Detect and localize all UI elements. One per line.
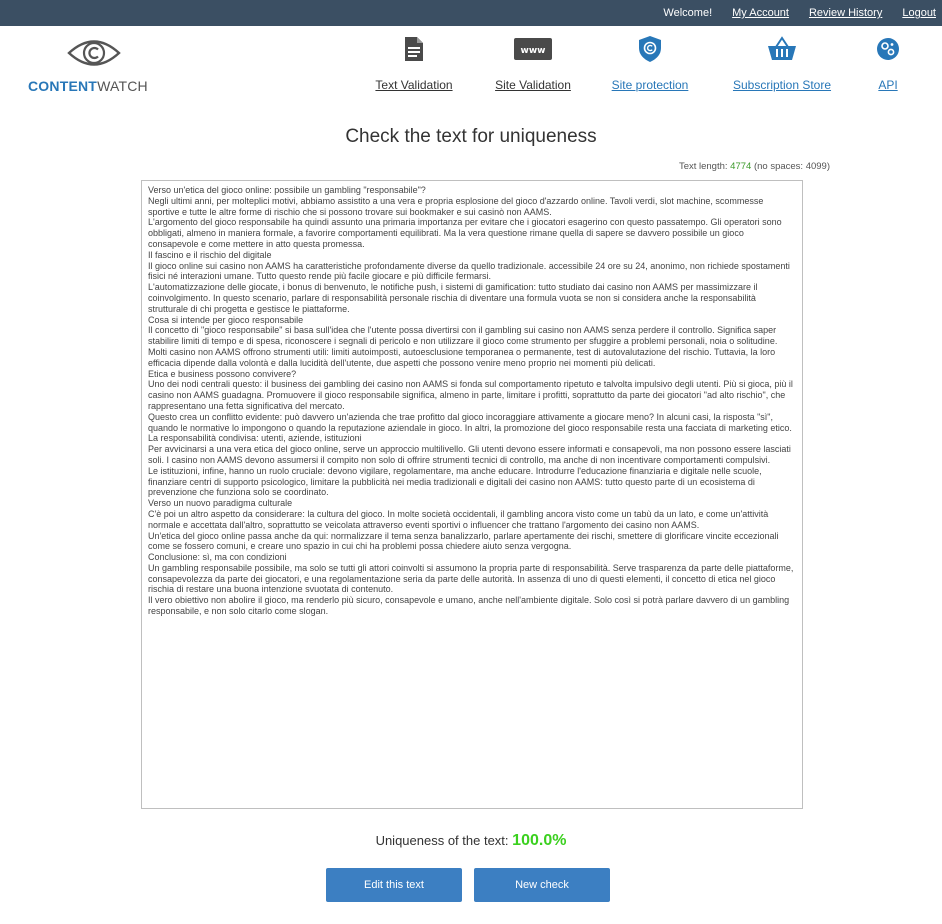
text-line: Un'etica del gioco online passa anche da qui: normalizzare il tema senza banalizzarlo, parlare apertamente dei rischi, smettere di glorificare vincite eccezionali come se fossero comuni, e creare uno spazio in cui chi ha problemi possa chiedere aiuto senza vergogna. [148, 530, 779, 552]
text-length-label: Text length: [678, 161, 728, 172]
text-line: Il fascino e il rischio del digitale [148, 249, 272, 260]
nav-site-validation-label: Site Validation [495, 78, 571, 92]
edit-text-button[interactable]: Edit this text [326, 868, 462, 902]
text-line: C'è poi un altro aspetto da considerare: la cultura del gioco. In molte società occidentali, il gambling ancora visto come un tabù da un lato, e come un'attività normale e accettata dall'altro, soprattutto se veicolata attraverso eventi sportivi o influencer che trattano l'argomento dei casino non AAMS. [148, 508, 769, 530]
nav-api-label: API [878, 78, 898, 92]
uniqueness-value: 100.0% [512, 832, 567, 849]
top-bar-links [663, 0, 936, 26]
my-account-link[interactable]: My Account [732, 7, 789, 19]
basket-icon [767, 36, 797, 62]
nav-subscription-store-label: Subscription Store [732, 78, 832, 92]
text-line: Per avvicinarsi a una vera etica del gioco online, serve un approccio multilivello. Gli utenti devono essere informati e consapevoli, ma non possono essere lasciati soli. I casino non AAMS devono assumersi il compito non solo di offrire strumenti tecnici di controllo, ma anche di non incentivare comportamenti compulsivi. [148, 444, 791, 465]
api-gear-icon [876, 37, 900, 61]
nav-text-validation[interactable] [370, 34, 458, 100]
text-line: Un gambling responsabile possibile, ma solo se tutti gli attori coinvolti si assumono la propria parte di responsabilità. Serve trasparenza da parte delle piattaforme, consapevolezza da parte dei giocatori, e una regolamentazione seria da parte delle autorità. In assenza di uno di questi elementi, il concetto di etica nel gioco rischia di restare una buona intenzione svuotata di contenuto. [148, 562, 794, 595]
nav-api[interactable] [868, 34, 908, 100]
text-line: Etica e business possono convivere? [148, 368, 297, 379]
text-length-info [679, 161, 830, 172]
svg-text:www: www [520, 46, 546, 56]
nav-text-validation-label: Text Validation [375, 78, 453, 92]
www-icon [513, 37, 553, 61]
nav-site-protection[interactable] [604, 34, 696, 100]
text-line: Il gioco online sui casino non AAMS ha caratteristiche profondamente diverse da quello tradizionale. accessibile 24 ore su 24, anonimo, non richiede spostamenti fisici né interazioni umane. Tutto questo rende più facile giocare e più difficile fermarsi. [148, 260, 790, 282]
shield-icon [638, 35, 662, 63]
text-line: Questo crea un conflitto evidente: può davvero un'azienda che trae profitto dal gioco incoraggiare attivamente a giocare meno? In alcuni casi, la risposta "sì", quando le normative lo impongono o quando la reputazione aziendale in gioco. In altri, la promozione del gioco responsabile resta una facciata di marketing etico. [148, 411, 792, 433]
text-line: Verso un nuovo paradigma culturale [148, 498, 293, 509]
uniqueness-result [0, 832, 942, 850]
copyright-eye-icon [66, 36, 122, 70]
review-history-link[interactable]: Review History [808, 7, 883, 19]
logout-link[interactable]: Logout [902, 7, 936, 19]
welcome-text: Welcome! [663, 7, 713, 19]
document-icon [404, 36, 424, 62]
text-line: L'automatizzazione delle giocate, i bonus di benvenuto, le notifiche push, i sistemi di gamification: tutto studiato dai casino non AAMS per massimizzare il coinvolgimento. In questo scenario, parlare di responsabilità personale rischia di diventare una formula vuota se non si considera anche la responsabilità strutturale di chi progetta e gestisce le piattaforme. [148, 282, 758, 314]
uniqueness-label: Uniqueness of the text: [375, 833, 509, 848]
page-title: Check the text for uniqueness [345, 126, 597, 147]
text-line: Il vero obiettivo non abolire il gioco, ma renderlo più sicuro, consapevole e umano, anche nell'ambiente digitale. Solo così si potrà parlare davvero di un gambling responsabile, e non solo citarlo come slogan. [148, 595, 790, 617]
nav-subscription-store[interactable] [726, 34, 838, 100]
new-check-button[interactable]: New check [474, 868, 610, 902]
text-line: Le istituzioni, infine, hanno un ruolo cruciale: devono vigilare, regolamentare, ma anche educare. Introdurre l'educazione finanziaria e digitale nelle scuole, finanziare centri di supporto psicologico, limitare la pubblicità nei media tradizionali e digitali dei casino non AAMS: tutto questo parte di un ecosistema di prevenzione che funziona solo se coordinato. [148, 465, 762, 498]
nav-site-validation[interactable] [488, 34, 578, 100]
nav-site-protection-label: Site protection [611, 78, 689, 92]
text-line: Molti casino non AAMS offrono strumenti utili: limiti autoimposti, autoesclusione temporanea o permanente, test di autovalutazione del rischio. Tuttavia, la loro efficacia dipende dalla volontà e dalla lucidità dell'utente, due aspetti che possono venire meno proprio nei momenti più delicati. [148, 346, 776, 368]
text-line: La responsabilità condivisa: utenti, aziende, istituzioni [148, 433, 362, 444]
text-line: Conclusione: sì, ma con condizioni [148, 552, 287, 563]
text-line: Verso un'etica del gioco online: possibile un gambling "responsabile"? [148, 185, 426, 195]
text-line: Il concetto di "gioco responsabile" si basa sull'idea che l'utente possa divertirsi con il gambling sui casino non AAMS senza perdere il controllo. Significa saper stabilire limiti di tempo e di spesa, riconoscere i segnali di pericolo e non utilizzare il gioco come strumento per sfuggire a problemi personali, noia o solitudine. [148, 325, 778, 347]
text-line: Uno dei nodi centrali questo: il business dei gambling dei casino non AAMS si fonda sul comportamento ripetuto e talvolta impulsivo degli utenti. Più si gioca, più il casino non AAMS guadagna. Promuovere il gioco responsabile significa, almeno in parte, limitare i profitti, soprattutto da parte dei giocatori "ad alto rischio", che rappresentano una fetta significativa del mercato. [148, 379, 793, 411]
top-bar [0, 0, 942, 26]
text-line: L'argomento del gioco responsabile ha quindi assunto una primaria importanza per evitare che i giocatori esagerino con questo passatempo. Gli operatori sono obbligati, almeno in maniera formale, a favorire comportamenti equilibrati. Ma la vera questione rimane quella di sapere se davvero possibile un gioco consapevole e come mettere in atto questa promessa. [148, 217, 782, 249]
text-length-value: 4774 [730, 161, 752, 172]
checked-text-area[interactable] [141, 180, 803, 809]
logo-text: CONTENTWATCH [28, 78, 148, 94]
content-watch-logo[interactable] [28, 36, 178, 96]
text-line: Cosa si intende per gioco responsabile [148, 314, 304, 325]
text-line: Negli ultimi anni, per molteplici motivi, abbiamo assistito a una vera e propria esplosione del gioco d'azzardo online. Tavoli verdi, slot machine, scommesse sportive e tutte le altre forme di rischio che si possono trovare sui bookmaker e sui casinò non AAMS. [148, 195, 764, 217]
text-length-no-spaces: (no spaces: 4099) [753, 161, 830, 172]
